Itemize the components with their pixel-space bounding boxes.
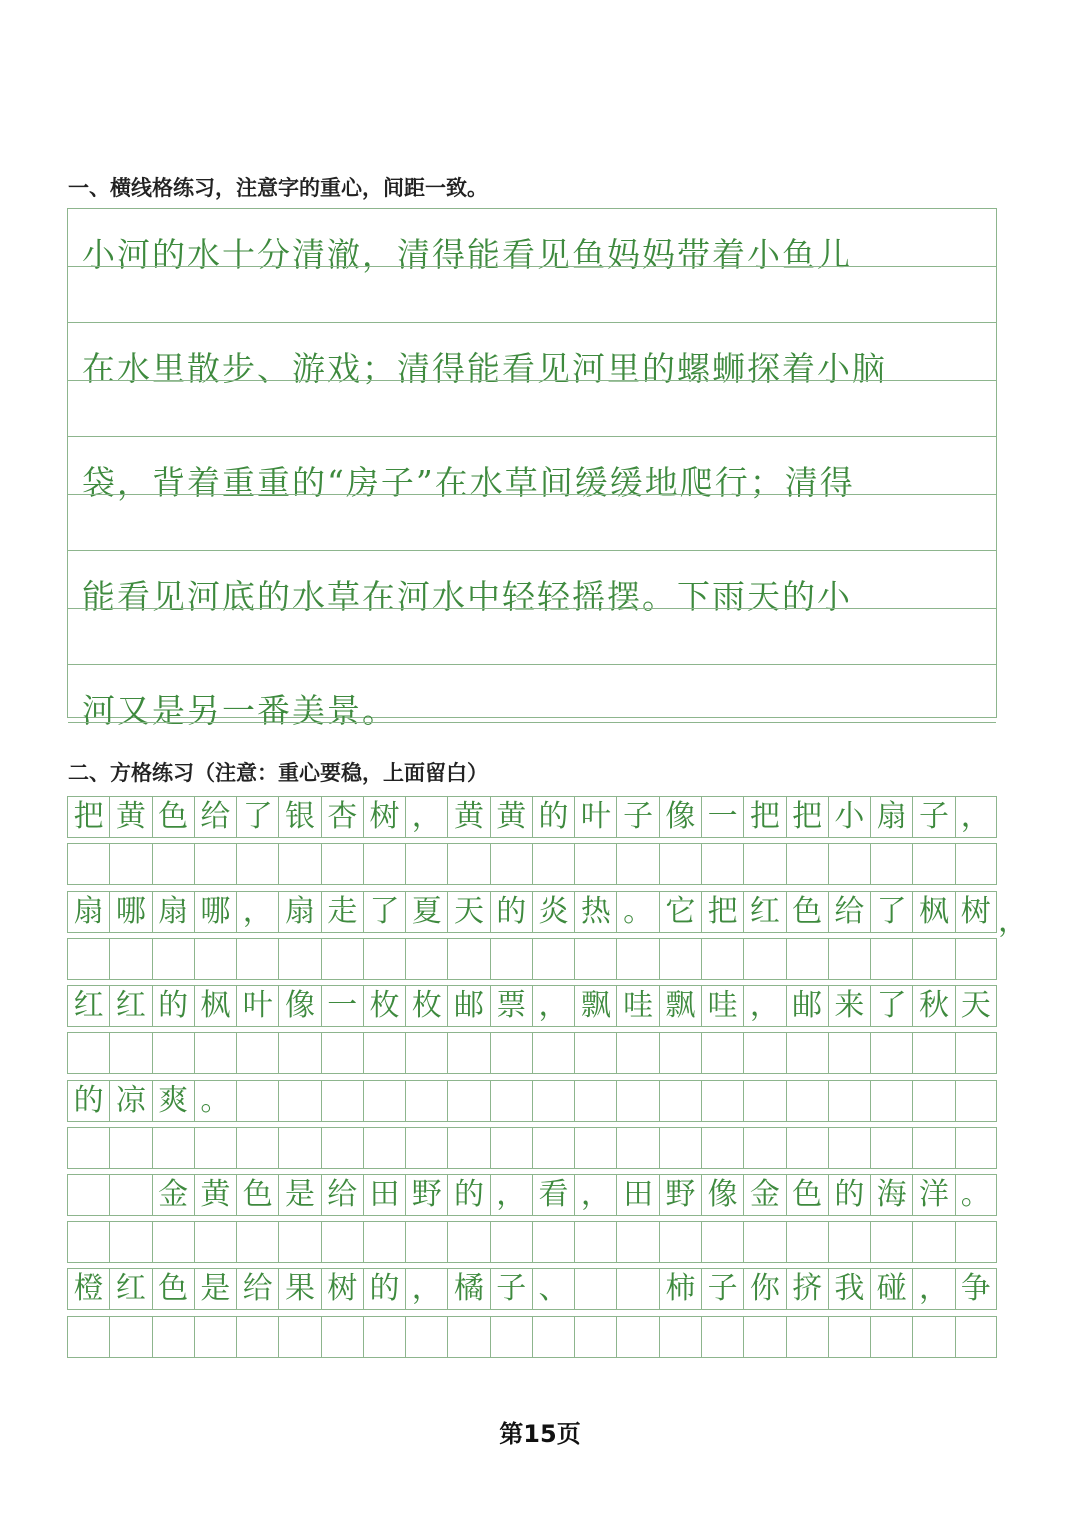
section1-heading: 一、横线格练习，注意字的重心，间距一致。 xyxy=(68,176,488,200)
grid-cell xyxy=(67,1032,109,1074)
grid-cell xyxy=(616,843,658,885)
grid-cell: 橙 xyxy=(67,1268,109,1310)
grid-cell xyxy=(278,1032,320,1074)
grid-cell xyxy=(194,1127,236,1169)
grid-cell xyxy=(278,1080,320,1122)
grid-cell: 你 xyxy=(743,1268,785,1310)
grid-cell: 树 xyxy=(321,1268,363,1310)
grid-cell xyxy=(786,1221,828,1263)
grid-cell xyxy=(278,1221,320,1263)
grid-cell: 果 xyxy=(278,1268,320,1310)
spacer-rule xyxy=(68,322,996,323)
grid-cell: 把 xyxy=(786,796,828,838)
grid-cell: 枚 xyxy=(405,985,447,1027)
grid-cell xyxy=(363,1032,405,1074)
grid-cell xyxy=(363,1221,405,1263)
grid-cell: 、 xyxy=(532,1268,574,1310)
grid-cell xyxy=(828,1080,870,1122)
grid-cell: 把 xyxy=(743,796,785,838)
grid-cell xyxy=(574,1268,616,1310)
grid-cell: 夏 xyxy=(405,891,447,933)
grid-cell: 热 xyxy=(574,891,616,933)
grid-cell: 给 xyxy=(194,796,236,838)
grid-cell xyxy=(743,1080,785,1122)
grid-cell: 黄 xyxy=(447,796,489,838)
grid-cell xyxy=(363,1316,405,1358)
baseline-rule xyxy=(68,494,996,495)
grid-cell: 海 xyxy=(870,1174,912,1216)
grid-cell xyxy=(278,938,320,980)
grid-cell xyxy=(152,1127,194,1169)
grid-cell: ， xyxy=(912,1268,954,1310)
grid-cell: 树 xyxy=(363,796,405,838)
page-number: 第15页 xyxy=(499,1420,581,1448)
lined-practice-block xyxy=(67,208,997,730)
grid-cell xyxy=(659,1316,701,1358)
grid-cell xyxy=(574,1080,616,1122)
grid-cell: 子 xyxy=(912,796,954,838)
grid-cell xyxy=(912,1032,954,1074)
grid-cell xyxy=(236,938,278,980)
blank-row xyxy=(67,1127,997,1169)
grid-cell: 的 xyxy=(152,985,194,1027)
grid-cell xyxy=(109,1127,151,1169)
grid-cell: ， xyxy=(743,985,785,1027)
grid-cell xyxy=(786,1316,828,1358)
grid-cell: 天 xyxy=(447,891,489,933)
grid-cell xyxy=(490,1032,532,1074)
grid-cell xyxy=(447,1316,489,1358)
grid-cell: 凉 xyxy=(109,1080,151,1122)
writing-row xyxy=(67,1268,997,1310)
grid-cell xyxy=(152,843,194,885)
grid-cell xyxy=(701,1316,743,1358)
grid-cell: 一 xyxy=(321,985,363,1027)
grid-cell xyxy=(321,938,363,980)
grid-cell xyxy=(616,1080,658,1122)
grid-cell: 红 xyxy=(743,891,785,933)
grid-cell xyxy=(659,1221,701,1263)
grid-cell xyxy=(870,1080,912,1122)
grid-cell: 了 xyxy=(870,985,912,1027)
spacer-rule xyxy=(68,550,996,551)
grid-cell xyxy=(912,1080,954,1122)
grid-cell: 哇 xyxy=(616,985,658,1027)
grid-cell: 田 xyxy=(363,1174,405,1216)
grid-cell xyxy=(405,843,447,885)
writing-row xyxy=(67,985,997,1027)
grid-cell xyxy=(912,1127,954,1169)
grid-cell: 像 xyxy=(278,985,320,1027)
grid-cell: 扇 xyxy=(870,796,912,838)
grid-cell: ， xyxy=(236,891,278,933)
grid-cell: 的 xyxy=(67,1080,109,1122)
grid-cell xyxy=(194,938,236,980)
grid-cell xyxy=(616,1268,658,1310)
grid-cell: 色 xyxy=(786,891,828,933)
grid-cell: 叶 xyxy=(574,796,616,838)
grid-cell xyxy=(447,1080,489,1122)
grid-cell: 一 xyxy=(701,796,743,838)
grid-cell: ， xyxy=(574,1174,616,1216)
grid-cell xyxy=(236,1221,278,1263)
grid-cell xyxy=(405,938,447,980)
grid-cell: 柿 xyxy=(659,1268,701,1310)
grid-cell: 炎 xyxy=(532,891,574,933)
grid-cell: 像 xyxy=(659,796,701,838)
grid-cell: 子 xyxy=(701,1268,743,1310)
grid-cell: 枫 xyxy=(194,985,236,1027)
grid-cell: 杏 xyxy=(321,796,363,838)
grid-cell: 红 xyxy=(109,1268,151,1310)
blank-row xyxy=(67,1221,997,1263)
grid-cell xyxy=(67,1316,109,1358)
grid-cell: 野 xyxy=(659,1174,701,1216)
grid-cell xyxy=(109,938,151,980)
grid-cell: 把 xyxy=(701,891,743,933)
grid-cell xyxy=(870,938,912,980)
grid-cell: ， xyxy=(490,1174,532,1216)
grid-cell xyxy=(828,1127,870,1169)
grid-cell xyxy=(278,1127,320,1169)
grid-cell: 叶 xyxy=(236,985,278,1027)
grid-cell xyxy=(574,938,616,980)
grid-cell: ， xyxy=(955,796,997,838)
grid-cell: 扇 xyxy=(67,891,109,933)
grid-cell: 色 xyxy=(236,1174,278,1216)
grid-cell xyxy=(532,1032,574,1074)
spacer-rule xyxy=(68,664,996,665)
grid-cell: 像 xyxy=(701,1174,743,1216)
grid-cell xyxy=(786,938,828,980)
grid-cell xyxy=(67,843,109,885)
writing-row xyxy=(67,1080,997,1122)
grid-cell xyxy=(955,1316,997,1358)
writing-row xyxy=(67,1174,997,1216)
grid-cell xyxy=(152,1316,194,1358)
grid-cell: 给 xyxy=(236,1268,278,1310)
grid-cell: 银 xyxy=(278,796,320,838)
grid-cell: 子 xyxy=(490,1268,532,1310)
grid-cell xyxy=(236,1032,278,1074)
grid-cell: 的 xyxy=(363,1268,405,1310)
baseline-rule xyxy=(68,722,996,723)
baseline-rule xyxy=(68,266,996,267)
grid-cell xyxy=(405,1316,447,1358)
grid-cell xyxy=(532,1127,574,1169)
grid-cell xyxy=(109,843,151,885)
grid-cell xyxy=(321,1032,363,1074)
grid-cell xyxy=(490,1316,532,1358)
grid-cell xyxy=(870,1127,912,1169)
grid-cell xyxy=(67,1127,109,1169)
grid-cell: 田 xyxy=(616,1174,658,1216)
grid-cell xyxy=(912,1221,954,1263)
grid-cell xyxy=(701,1221,743,1263)
grid-cell xyxy=(152,1032,194,1074)
grid-cell: 橘 xyxy=(447,1268,489,1310)
blank-row xyxy=(67,843,997,885)
grid-cell: 金 xyxy=(743,1174,785,1216)
grid-cell: 碰 xyxy=(870,1268,912,1310)
grid-cell xyxy=(363,843,405,885)
grid-cell: 色 xyxy=(786,1174,828,1216)
grid-cell xyxy=(405,1127,447,1169)
grid-cell xyxy=(490,1127,532,1169)
grid-cell xyxy=(659,1032,701,1074)
grid-cell xyxy=(447,938,489,980)
grid-cell xyxy=(955,938,997,980)
grid-cell xyxy=(786,843,828,885)
grid-cell xyxy=(828,1221,870,1263)
grid-cell: 黄 xyxy=(490,796,532,838)
grid-cell xyxy=(616,1221,658,1263)
grid-cell xyxy=(447,1221,489,1263)
grid-cell: 挤 xyxy=(786,1268,828,1310)
grid-cell xyxy=(405,1221,447,1263)
grid-cell: 哪 xyxy=(109,891,151,933)
grid-cell xyxy=(67,1221,109,1263)
writing-row xyxy=(67,796,997,838)
grid-cell: 。 xyxy=(955,1174,997,1216)
grid-cell: 给 xyxy=(321,1174,363,1216)
grid-cell xyxy=(616,1127,658,1169)
grid-cell xyxy=(574,1032,616,1074)
grid-cell: 来 xyxy=(828,985,870,1027)
grid-cell xyxy=(574,843,616,885)
grid-cell: 它 xyxy=(659,891,701,933)
grid-cell xyxy=(532,1316,574,1358)
grid-cell: 扇 xyxy=(278,891,320,933)
grid-cell xyxy=(447,843,489,885)
grid-cell xyxy=(574,1221,616,1263)
grid-cell: 是 xyxy=(278,1174,320,1216)
grid-cell xyxy=(743,938,785,980)
grid-cell: 。 xyxy=(194,1080,236,1122)
grid-cell xyxy=(659,1127,701,1169)
grid-cell: 子 xyxy=(616,796,658,838)
grid-cell xyxy=(236,1316,278,1358)
grid-cell: 了 xyxy=(236,796,278,838)
grid-cell xyxy=(743,1032,785,1074)
grid-cell: 了 xyxy=(363,891,405,933)
grid-cell: 树 xyxy=(955,891,997,933)
grid-cell xyxy=(278,1316,320,1358)
grid-cell xyxy=(236,1080,278,1122)
grid-cell xyxy=(109,1032,151,1074)
grid-cell: 红 xyxy=(109,985,151,1027)
grid-cell xyxy=(828,1032,870,1074)
grid-cell xyxy=(955,1127,997,1169)
grid-cell xyxy=(870,843,912,885)
grid-cell: 票 xyxy=(490,985,532,1027)
practice-line: 河又是另一番美景。 xyxy=(82,691,397,730)
grid-cell: 争 xyxy=(955,1268,997,1310)
grid-cell: 洋 xyxy=(912,1174,954,1216)
grid-cell xyxy=(405,1032,447,1074)
grid-cell: 邮 xyxy=(786,985,828,1027)
grid-cell xyxy=(447,1127,489,1169)
grid-cell xyxy=(743,843,785,885)
grid-cell: 扇 xyxy=(152,891,194,933)
grid-cell: 哇 xyxy=(701,985,743,1027)
grid-cell: 给 xyxy=(828,891,870,933)
grid-cell: 色 xyxy=(152,1268,194,1310)
practice-line: 在水里散步、游戏；清得能看见河里的螺蛳探着小脑 xyxy=(82,349,887,388)
grid-cell: 哪 xyxy=(194,891,236,933)
grid-cell xyxy=(870,1032,912,1074)
grid-cell: 枫 xyxy=(912,891,954,933)
grid-cell xyxy=(701,843,743,885)
grid-cell xyxy=(955,1032,997,1074)
grid-cell xyxy=(659,1080,701,1122)
grid-cell: 金 xyxy=(152,1174,194,1216)
grid-cell xyxy=(194,1221,236,1263)
grid-cell xyxy=(194,1316,236,1358)
blank-row xyxy=(67,1032,997,1074)
grid-cell xyxy=(405,1080,447,1122)
grid-cell xyxy=(532,843,574,885)
grid-cell xyxy=(363,1127,405,1169)
grid-cell xyxy=(67,938,109,980)
grid-cell xyxy=(490,938,532,980)
grid-cell xyxy=(109,1174,151,1216)
grid-cell xyxy=(870,1316,912,1358)
section2-heading: 二、方格练习（注意：重心要稳，上面留白） xyxy=(68,761,488,785)
grid-cell: 飘 xyxy=(659,985,701,1027)
grid-cell xyxy=(532,938,574,980)
baseline-rule xyxy=(68,380,996,381)
grid-cell xyxy=(321,1127,363,1169)
grid-cell xyxy=(109,1316,151,1358)
grid-cell xyxy=(828,1316,870,1358)
grid-cell xyxy=(743,1221,785,1263)
grid-cell xyxy=(701,1032,743,1074)
grid-cell xyxy=(532,1080,574,1122)
grid-cell xyxy=(955,1080,997,1122)
grid-cell: 看 xyxy=(532,1174,574,1216)
grid-cell xyxy=(828,843,870,885)
grid-cell xyxy=(616,938,658,980)
grid-cell xyxy=(363,1080,405,1122)
practice-line: 袋，背着重重的“房子”在水草间缓缓地爬行；清得 xyxy=(82,463,855,502)
grid-cell: 天 xyxy=(955,985,997,1027)
grid-cell: 枚 xyxy=(363,985,405,1027)
grid-cell xyxy=(955,1221,997,1263)
grid-cell: 飘 xyxy=(574,985,616,1027)
grid-cell xyxy=(152,938,194,980)
grid-cell xyxy=(321,1316,363,1358)
grid-cell xyxy=(532,1221,574,1263)
grid-cell: ， xyxy=(405,796,447,838)
grid-cell xyxy=(490,1080,532,1122)
grid-cell: 小 xyxy=(828,796,870,838)
grid-cell xyxy=(574,1127,616,1169)
grid-cell xyxy=(616,1316,658,1358)
grid-cell: 邮 xyxy=(447,985,489,1027)
grid-cell xyxy=(743,1316,785,1358)
grid-cell xyxy=(236,843,278,885)
grid-cell xyxy=(786,1080,828,1122)
grid-cell: 爽 xyxy=(152,1080,194,1122)
grid-cell xyxy=(786,1127,828,1169)
grid-cell: 色 xyxy=(152,796,194,838)
blank-row xyxy=(67,1316,997,1358)
grid-cell xyxy=(321,843,363,885)
writing-row xyxy=(67,891,997,933)
grid-cell: 的 xyxy=(490,891,532,933)
grid-cell xyxy=(870,1221,912,1263)
blank-row xyxy=(67,938,997,980)
grid-cell xyxy=(701,938,743,980)
grid-cell: ， xyxy=(532,985,574,1027)
grid-cell: 把 xyxy=(67,796,109,838)
grid-cell xyxy=(363,938,405,980)
grid-cell xyxy=(321,1221,363,1263)
grid-cell xyxy=(786,1032,828,1074)
grid-cell: 黄 xyxy=(194,1174,236,1216)
grid-cell xyxy=(109,1221,151,1263)
grid-cell: ， xyxy=(405,1268,447,1310)
grid-cell xyxy=(194,843,236,885)
grid-cell xyxy=(152,1221,194,1263)
grid-cell xyxy=(67,1174,109,1216)
grid-cell: 的 xyxy=(532,796,574,838)
grid-cell: 秋 xyxy=(912,985,954,1027)
row-overflow-comma: ， xyxy=(998,904,1028,939)
grid-cell xyxy=(236,1127,278,1169)
grid-cell: 黄 xyxy=(109,796,151,838)
grid-cell: 野 xyxy=(405,1174,447,1216)
grid-cell xyxy=(912,938,954,980)
grid-cell xyxy=(743,1127,785,1169)
grid-cell xyxy=(321,1080,363,1122)
grid-cell xyxy=(490,1221,532,1263)
grid-cell: 了 xyxy=(870,891,912,933)
grid-cell xyxy=(912,1316,954,1358)
grid-cell: 走 xyxy=(321,891,363,933)
grid-cell: 我 xyxy=(828,1268,870,1310)
grid-cell: 。 xyxy=(616,891,658,933)
grid-cell xyxy=(574,1316,616,1358)
practice-line: 能看见河底的水草在河水中轻轻摇摆。下雨天的小 xyxy=(82,577,852,616)
grid-cell xyxy=(659,843,701,885)
grid-cell xyxy=(912,843,954,885)
grid-cell xyxy=(955,843,997,885)
spacer-rule xyxy=(68,436,996,437)
grid-cell xyxy=(701,1080,743,1122)
grid-cell: 红 xyxy=(67,985,109,1027)
grid-cell xyxy=(659,938,701,980)
grid-cell xyxy=(278,843,320,885)
grid-cell xyxy=(701,1127,743,1169)
grid-cell xyxy=(194,1032,236,1074)
grid-cell xyxy=(447,1032,489,1074)
practice-line: 小河的水十分清澈，清得能看见鱼妈妈带着小鱼儿 xyxy=(82,235,852,274)
grid-cell xyxy=(490,843,532,885)
grid-cell xyxy=(828,938,870,980)
grid-cell: 的 xyxy=(828,1174,870,1216)
baseline-rule xyxy=(68,608,996,609)
grid-cell: 是 xyxy=(194,1268,236,1310)
grid-cell: 的 xyxy=(447,1174,489,1216)
grid-cell xyxy=(616,1032,658,1074)
